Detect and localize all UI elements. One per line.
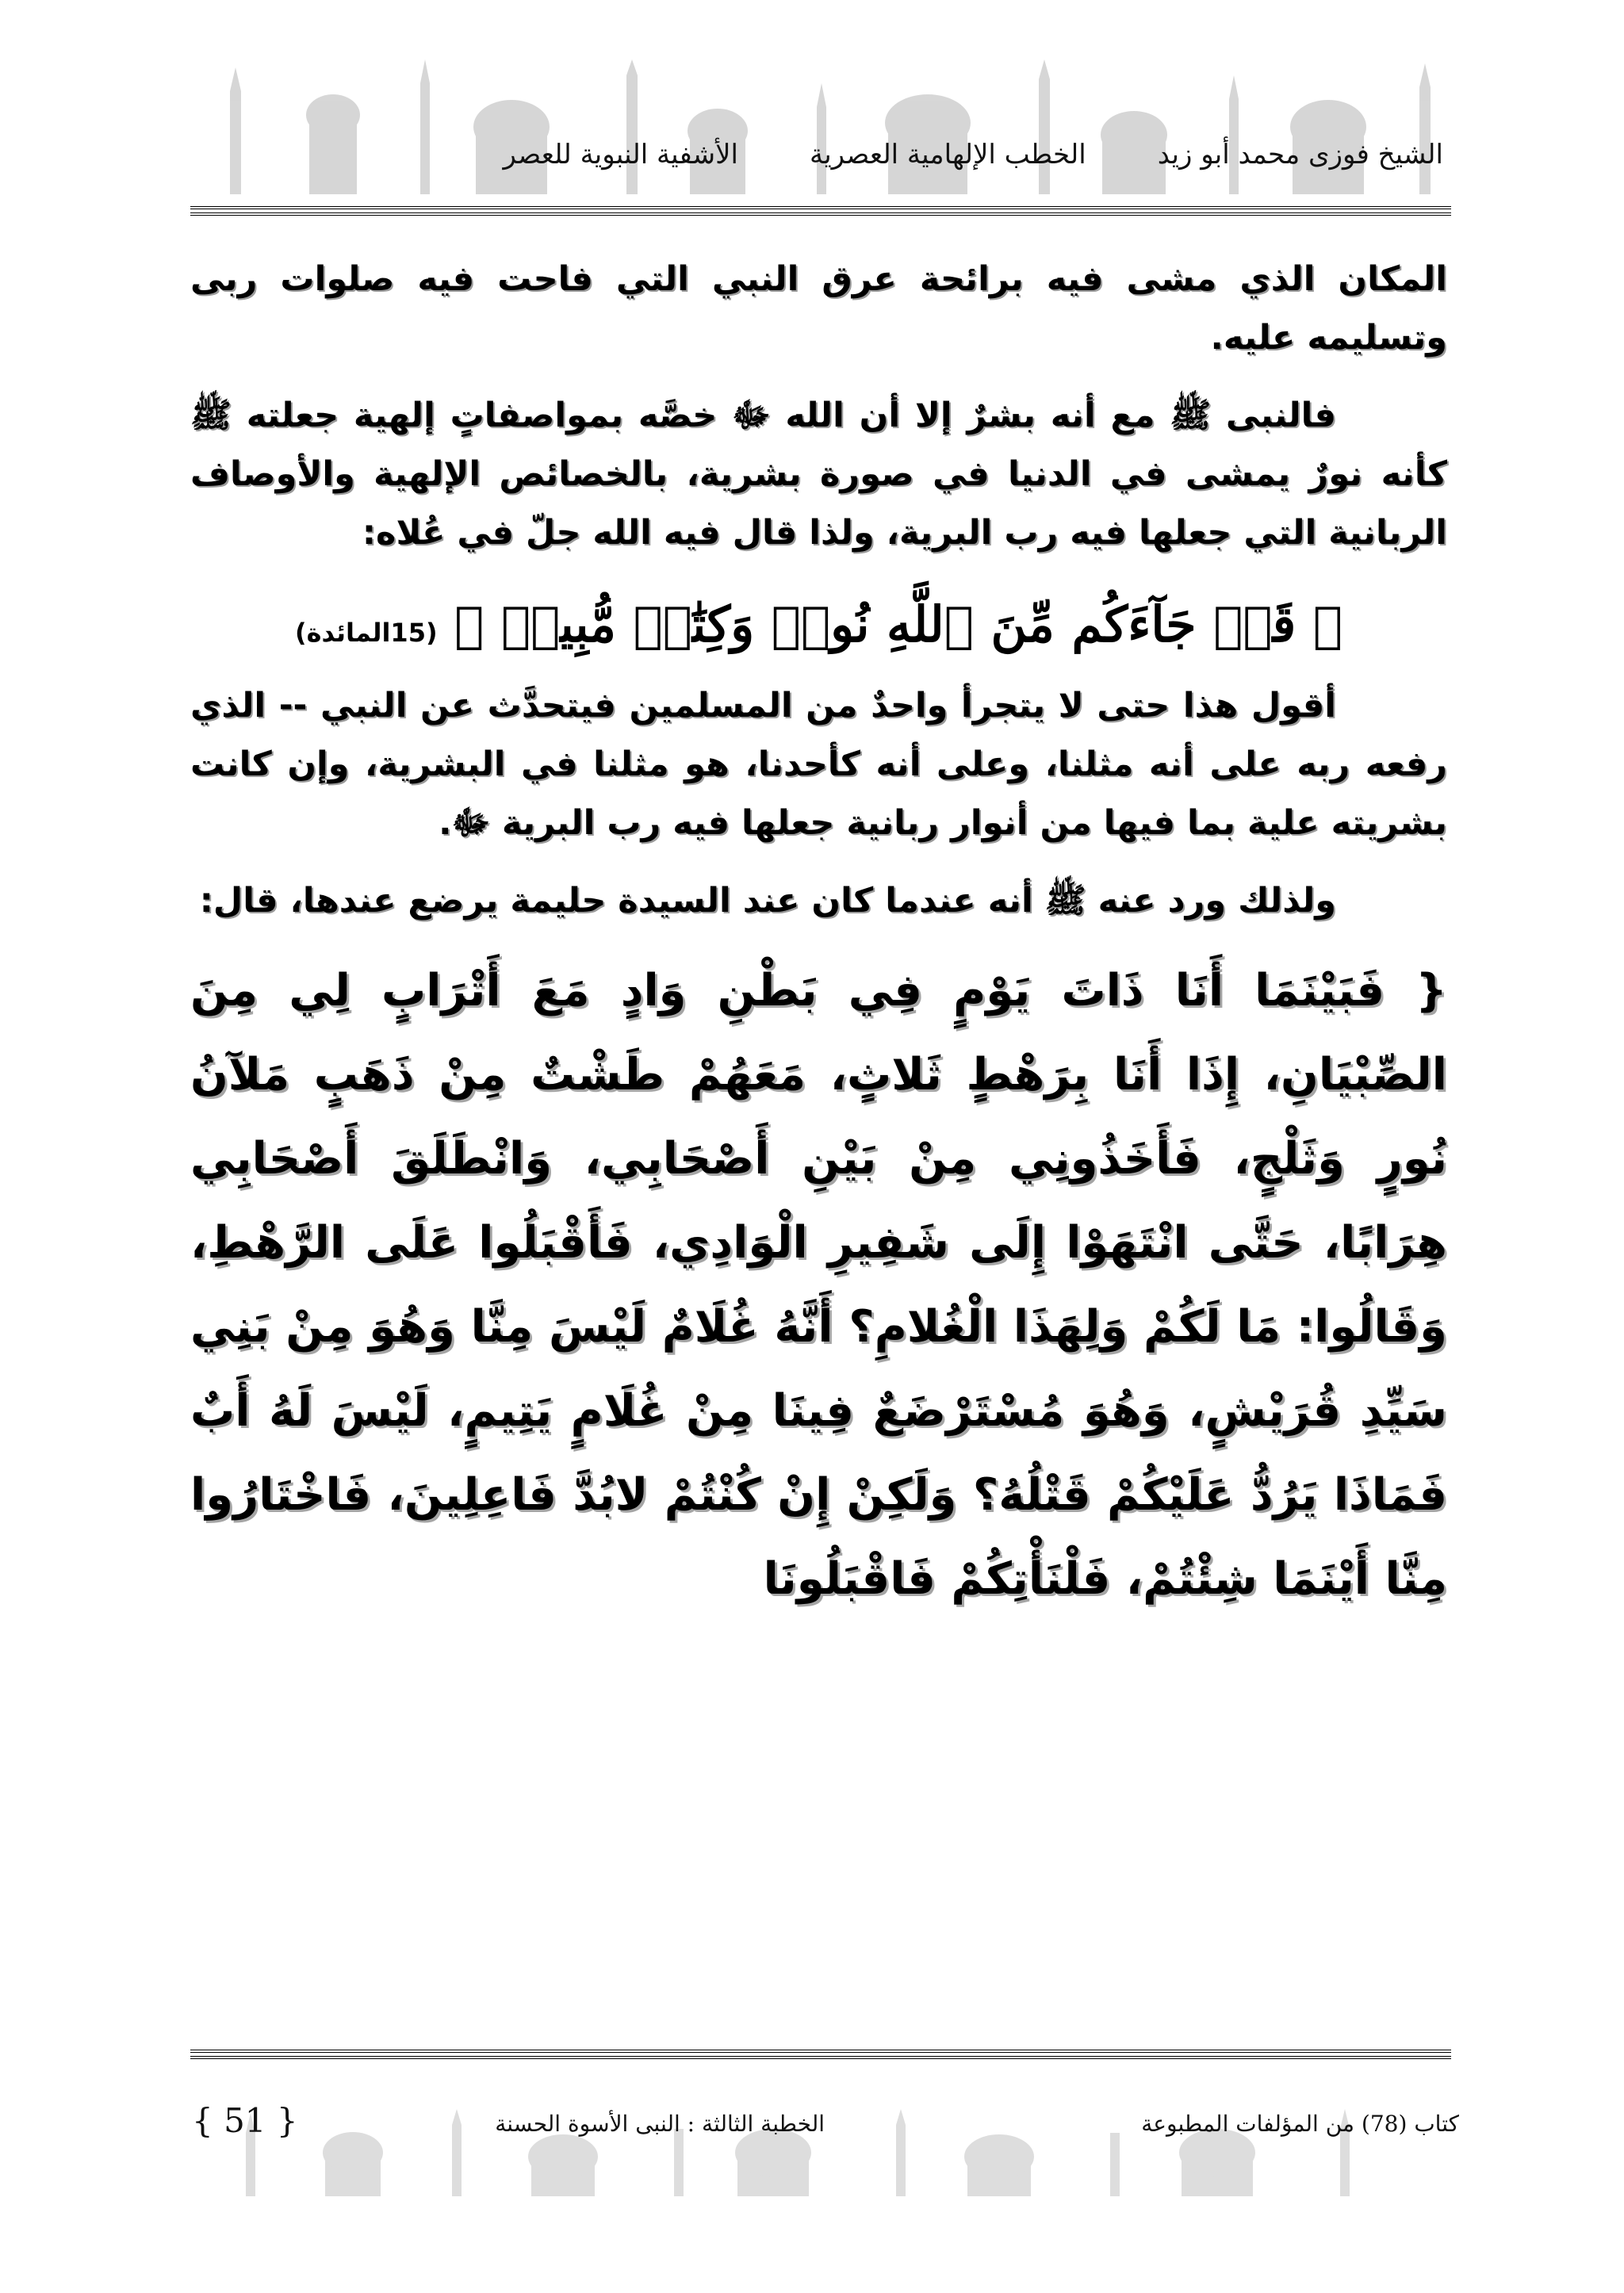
paragraph: المكان الذي مشى فيه برائحة عرق النبي التي فاحت فيه صلوات ربى وتسليمه عليه.: [190, 259, 1447, 358]
header-series: الخطب الإلهامية العصرية: [809, 139, 1086, 170]
footer-divider: [190, 2048, 1451, 2059]
page-number: { 51 }: [192, 2101, 298, 2140]
page-footer: [190, 2101, 1459, 2149]
hadith-quote: { فَبَيْنَمَا أَنَا ذَاتَ يَوْمٍ فِي بَطْنِ وَادٍ مَعَ أَتْرَابٍ لِي مِنَ الصِّبْيَانِ، إِذَا أَنَا بِرَهْطٍ ثَلاثٍ، مَعَهُمْ طَشْتٌ مِنْ ذَهَبٍ مَلآنُ نُورٍ وَثَلْجٍ، فَأَخَذُونِي مِنْ بَيْنِ أَصْحَابِي، وَانْطَلَقَ أَصْحَابِي هِرَابًا، حَتَّى انْتَهَوْا إِلَى شَفِيرِ الْوَادِي، فَأَقْبَلُوا عَلَى الرَّهْطِ، وَقَالُوا: مَا لَكُمْ وَلِهَذَا الْغُلامِ؟ أَنَّهُ غُلَامٌ لَيْسَ مِنَّا وَهُوَ مِنْ بَنِي سَيِّدِ قُرَيْشٍ، وَهُوَ مُسْتَرْضَعٌ فِينَا مِنْ غُلَامٍ يَتِيمٍ، لَيْسَ لَهُ أَبٌ فَمَاذَا يَرُدُّ عَلَيْكُمْ قَتْلُهُ؟ وَلَكِنْ إِنْ كُنْتُمْ لابُدَّ فَاعِلِينَ، فَاخْتَارُوا مِنَّا أَيْنَمَا شِئْتُمْ، فَلْنَأْتِكُمْ فَاقْبَلُونَا: [190, 965, 1447, 1605]
quran-verse: [190, 581, 1447, 676]
header-author: الشيخ فوزى محمد أبو زيد: [1157, 139, 1443, 170]
main-content: [190, 250, 1447, 1621]
header-divider: [190, 205, 1451, 216]
verse-text: ﴿ قَدۡ جَآءَكُم مِّنَ ٱللَّهِ نُورٞ وَكِتَٰبٞ مُّبِينٞ ﴾: [454, 595, 1343, 653]
footer-sermon-title: الخطبة الثالثة : النبى الأسوة الحسنة: [495, 2111, 825, 2137]
verse-reference: (15المائدة): [294, 618, 438, 648]
header-book: الأشفية النبوية للعصر: [503, 139, 738, 170]
paragraph: ولذلك ورد عنه ﷺ أنه عندما كان عند السيدة حليمة يرضع عندها، قال:: [199, 881, 1336, 921]
page-header: [301, 139, 1443, 186]
paragraph: أقول هذا حتى لا يتجرأ واحدٌ من المسلمين فيتحدَّث عن النبي -- الذي رفعه ربه على أنه مثلنا، وعلى أنه كأحدنا، هو مثلنا في البشرية، وإن كانت بشريته علية بما فيها من أنوار ربانية جعلها فيه رب البرية ﷻ.: [190, 686, 1447, 843]
paragraph: فالنبى ﷺ مع أنه بشرٌ إلا أن الله ﷻ خصَّه بمواصفاتٍ إلهية جعلته ﷺ كأنه نورٌ يمشى في الدنيا في صورة بشرية، بالخصائص الإلهية والأوصاف الربانية التي جعلها فيه رب البرية، ولذا قال فيه الله جلّ في عُلاه:: [190, 396, 1447, 553]
footer-book-info: كتاب (78) من المؤلفات المطبوعة: [1141, 2111, 1459, 2137]
